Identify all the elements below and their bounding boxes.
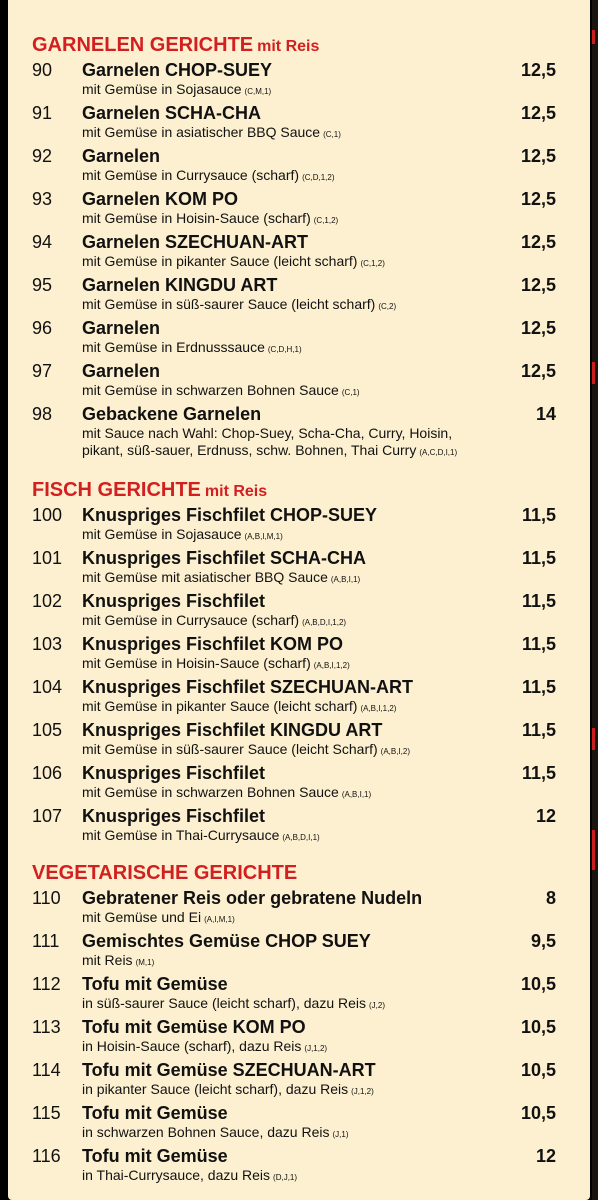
item-description xyxy=(82,655,572,674)
menu-item xyxy=(32,145,572,188)
item-allergens: (C,1) xyxy=(323,130,341,139)
item-price: 9,5 xyxy=(530,931,556,951)
menu-item xyxy=(32,973,572,1016)
menu-item xyxy=(32,590,572,633)
item-number: 113 xyxy=(32,1017,61,1037)
item-price: 10,5 xyxy=(520,1103,556,1123)
item-name: Knuspriges Fischfilet KOM PO xyxy=(82,634,344,654)
item-allergens: (A,B,D,I,1) xyxy=(282,833,320,842)
item-price: 12,5 xyxy=(520,361,556,381)
item-name: Garnelen KINGDU ART xyxy=(82,275,278,295)
item-description xyxy=(82,81,572,100)
menu-item xyxy=(32,676,572,719)
item-number: 110 xyxy=(32,888,61,908)
item-price: 12,5 xyxy=(520,275,556,295)
item-number: 90 xyxy=(32,60,53,80)
item-allergens: (M,1) xyxy=(135,958,155,967)
item-allergens: (A,C,D,I,1) xyxy=(419,448,458,457)
item-description-text: mit Gemüse in süß-saurer Sauce (leicht Scharf) xyxy=(82,741,378,757)
item-description-text: pikant, süß-sauer, Erdnuss, schw. Bohnen, Thai Curry xyxy=(82,442,417,458)
item-number: 105 xyxy=(32,720,63,740)
section-vegetarisch xyxy=(32,859,572,1188)
item-description-text: mit Reis xyxy=(82,952,133,968)
item-allergens: (A,B,I,1) xyxy=(341,790,372,799)
item-allergens: (A,B,I,1,2) xyxy=(313,661,350,670)
menu-item xyxy=(32,102,572,145)
item-allergens: (C,1) xyxy=(341,388,360,397)
item-description-text: mit Gemüse in Erdnusssauce xyxy=(82,339,265,355)
item-description-text: in schwarzen Bohnen Sauce, dazu Reis xyxy=(82,1124,330,1140)
item-number: 114 xyxy=(32,1060,61,1080)
item-number: 96 xyxy=(32,318,53,338)
section-title xyxy=(32,859,572,887)
menu-item xyxy=(32,762,572,805)
item-allergens: (A,B,I,2) xyxy=(380,747,410,756)
item-price: 11,5 xyxy=(521,591,556,611)
item-allergens: (C,M,1) xyxy=(244,87,272,96)
next-page-edge xyxy=(592,0,598,1200)
menu-item xyxy=(32,1102,572,1145)
menu-item xyxy=(32,719,572,762)
item-description-text: mit Gemüse in pikanter Sauce (leicht scharf) xyxy=(82,698,358,714)
menu-item xyxy=(32,59,572,102)
item-description xyxy=(82,698,572,717)
item-allergens: (A,I,M,1) xyxy=(204,915,235,924)
item-description-text: mit Gemüse und Ei xyxy=(82,909,202,925)
item-price: 10,5 xyxy=(520,974,556,994)
item-number: 100 xyxy=(32,505,63,525)
item-description xyxy=(82,1038,572,1057)
item-name: Gebackene Garnelen xyxy=(82,404,262,424)
item-allergens: (C,D,1,2) xyxy=(302,173,335,182)
item-price: 12,5 xyxy=(520,232,556,252)
item-description-text: mit Gemüse in asiatischer BBQ Sauce xyxy=(82,124,321,140)
item-description-text: mit Gemüse in Currysauce (scharf) xyxy=(82,167,300,183)
item-price: 12,5 xyxy=(520,189,556,209)
item-description xyxy=(82,124,572,143)
item-name: Gemischtes Gemüse CHOP SUEY xyxy=(82,931,371,951)
item-allergens: (J,1) xyxy=(332,1130,349,1139)
item-description-text: mit Gemüse in pikanter Sauce (leicht scharf) xyxy=(82,253,358,269)
item-name: Garnelen xyxy=(82,318,161,338)
item-price: 12,5 xyxy=(520,103,556,123)
section-title-text: GARNELEN GERICHTE xyxy=(32,34,254,56)
item-description xyxy=(82,425,572,442)
menu-item xyxy=(32,317,572,360)
item-description-text: mit Gemüse in schwarzen Bohnen Sauce xyxy=(82,784,339,800)
item-description xyxy=(82,382,572,401)
item-name: Tofu mit Gemüse KOM PO xyxy=(82,1017,306,1037)
item-allergens: (C,D,H,1) xyxy=(267,345,302,354)
item-number: 98 xyxy=(32,404,53,424)
item-description-text: mit Gemüse in Sojasauce xyxy=(82,81,242,97)
item-description xyxy=(82,909,572,928)
item-number: 93 xyxy=(32,189,53,209)
item-name: Knuspriges Fischfilet SZECHUAN-ART xyxy=(82,677,414,697)
item-description xyxy=(82,526,572,545)
item-name: Garnelen KOM PO xyxy=(82,189,239,209)
item-allergens: (J,1,2) xyxy=(351,1087,374,1096)
menu-item xyxy=(32,504,572,547)
menu-item xyxy=(32,360,572,403)
item-allergens: (J,1,2) xyxy=(304,1044,328,1053)
item-price: 11,5 xyxy=(521,505,556,525)
item-number: 116 xyxy=(32,1146,61,1166)
section-subtitle: mit Reis xyxy=(204,483,268,500)
item-name: Knuspriges Fischfilet SCHA-CHA xyxy=(82,548,367,568)
item-number: 91 xyxy=(32,103,53,123)
item-number: 101 xyxy=(32,548,63,568)
item-name: Tofu mit Gemüse SZECHUAN-ART xyxy=(82,1060,376,1080)
item-price: 11,5 xyxy=(521,720,556,740)
item-price: 12,5 xyxy=(520,60,556,80)
menu-item xyxy=(32,403,572,463)
menu-item xyxy=(32,547,572,590)
item-price: 8 xyxy=(545,888,556,908)
item-name: Knuspriges Fischfilet xyxy=(82,806,266,826)
item-number: 94 xyxy=(32,232,53,252)
item-description-text: mit Gemüse in Sojasauce xyxy=(82,526,242,542)
item-description xyxy=(82,442,572,461)
item-price: 12,5 xyxy=(520,146,556,166)
item-price: 12 xyxy=(535,806,556,826)
item-allergens: (A,B,I,1,2) xyxy=(360,704,397,713)
item-description-text: mit Gemüse in Thai-Currysauce xyxy=(82,827,280,843)
item-price: 11,5 xyxy=(521,763,556,783)
item-allergens: (C,2) xyxy=(378,302,397,311)
item-name: Knuspriges Fischfilet xyxy=(82,591,266,611)
item-number: 104 xyxy=(32,677,63,697)
item-allergens: (A,B,I,M,1) xyxy=(244,532,283,541)
item-name: Tofu mit Gemüse xyxy=(82,974,228,994)
item-description-text: in süß-saurer Sauce (leicht scharf), dazu Reis xyxy=(82,995,366,1011)
item-description xyxy=(82,741,572,760)
item-name: Garnelen xyxy=(82,146,161,166)
item-name: Tofu mit Gemüse xyxy=(82,1103,228,1123)
item-description xyxy=(82,1124,572,1143)
item-description xyxy=(82,995,572,1014)
menu-item xyxy=(32,188,572,231)
item-allergens: (A,B,I,1) xyxy=(330,575,361,584)
item-name: Knuspriges Fischfilet xyxy=(82,763,266,783)
item-price: 11,5 xyxy=(521,548,556,568)
item-allergens: (C,1,2) xyxy=(313,216,339,225)
item-description xyxy=(82,569,572,588)
item-allergens: (D,J,1) xyxy=(273,1173,298,1182)
item-name: Garnelen CHOP-SUEY xyxy=(82,60,273,80)
item-number: 112 xyxy=(32,974,61,994)
section-subtitle: mit Reis xyxy=(257,38,320,55)
section-title-text: FISCH GERICHTE xyxy=(32,479,201,501)
item-number: 97 xyxy=(32,361,53,381)
section-title-text: VEGETARISCHE GERICHTE xyxy=(32,862,298,884)
item-description xyxy=(82,167,572,186)
item-number: 106 xyxy=(32,763,63,783)
menu-item xyxy=(32,633,572,676)
menu-item xyxy=(32,231,572,274)
item-number: 115 xyxy=(32,1103,61,1123)
item-description xyxy=(82,827,572,846)
item-price: 10,5 xyxy=(520,1060,556,1080)
item-description xyxy=(82,952,572,971)
item-description xyxy=(82,210,572,229)
item-description-text: mit Gemüse in süß-saurer Sauce (leicht scharf) xyxy=(82,296,376,312)
section-title xyxy=(32,476,572,504)
item-number: 111 xyxy=(32,931,60,951)
item-price: 14 xyxy=(535,404,556,424)
item-description-text: mit Sauce nach Wahl: Chop-Suey, Scha-Cha, Curry, Hoisin, xyxy=(82,425,453,441)
item-allergens: (A,B,D,I,1,2) xyxy=(302,618,347,627)
item-description-text: in pikanter Sauce (leicht scharf), dazu Reis xyxy=(82,1081,349,1097)
item-description xyxy=(82,784,572,803)
item-name: Tofu mit Gemüse xyxy=(82,1146,228,1166)
item-number: 92 xyxy=(32,146,53,166)
item-price: 12 xyxy=(535,1146,556,1166)
item-description-text: mit Gemüse in schwarzen Bohnen Sauce xyxy=(82,382,339,398)
item-number: 103 xyxy=(32,634,63,654)
menu-item xyxy=(32,930,572,973)
item-name: Garnelen SZECHUAN-ART xyxy=(82,232,309,252)
menu-item xyxy=(32,1145,572,1188)
menu-item xyxy=(32,1016,572,1059)
item-allergens: (C,1,2) xyxy=(360,259,385,268)
item-description xyxy=(82,253,572,272)
item-number: 107 xyxy=(32,806,63,826)
item-description xyxy=(82,339,572,358)
item-price: 11,5 xyxy=(521,634,556,654)
item-name: Garnelen SCHA-CHA xyxy=(82,103,262,123)
item-number: 95 xyxy=(32,275,53,295)
item-description-text: mit Gemüse in Hoisin-Sauce (scharf) xyxy=(82,210,311,226)
item-price: 11,5 xyxy=(521,677,556,697)
item-name: Knuspriges Fischfilet KINGDU ART xyxy=(82,720,383,740)
item-price: 10,5 xyxy=(520,1017,556,1037)
section-title xyxy=(32,31,572,59)
item-description xyxy=(82,612,572,631)
item-number: 102 xyxy=(32,591,63,611)
menu-item xyxy=(32,805,572,848)
item-name: Knuspriges Fischfilet CHOP-SUEY xyxy=(82,505,378,525)
item-description xyxy=(82,1081,572,1100)
item-description-text: in Hoisin-Sauce (scharf), dazu Reis xyxy=(82,1038,302,1054)
item-description-text: mit Gemüse mit asiatischer BBQ Sauce xyxy=(82,569,328,585)
item-description xyxy=(82,296,572,315)
item-allergens: (J,2) xyxy=(369,1001,385,1010)
item-description-text: mit Gemüse in Currysauce (scharf) xyxy=(82,612,300,628)
menu-item xyxy=(32,1059,572,1102)
item-price: 12,5 xyxy=(520,318,556,338)
item-description xyxy=(82,1167,572,1186)
section-fisch xyxy=(32,476,572,848)
item-description-text: mit Gemüse in Hoisin-Sauce (scharf) xyxy=(82,655,311,671)
menu-item xyxy=(32,274,572,317)
item-description-text: in Thai-Currysauce, dazu Reis xyxy=(82,1167,271,1183)
item-name: Gebratener Reis oder gebratene Nudeln xyxy=(82,888,423,908)
item-name: Garnelen xyxy=(82,361,161,381)
menu-item xyxy=(32,887,572,930)
section-garnelen xyxy=(32,31,572,463)
